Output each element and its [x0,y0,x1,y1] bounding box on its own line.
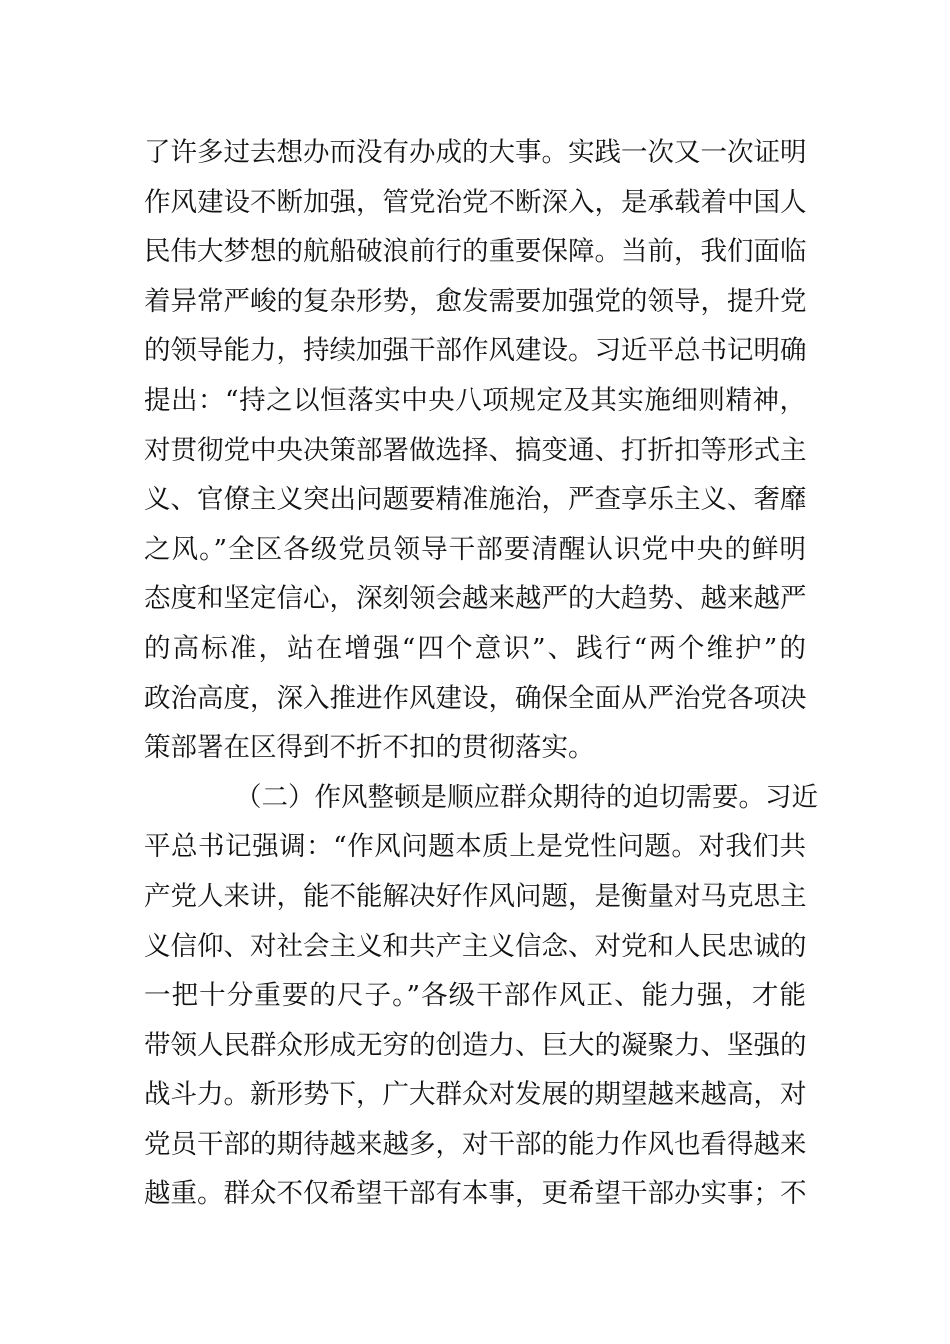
text-line: 着异常严峻的复杂形势，愈发需要加强党的领导，提升党 [144,285,807,317]
text-line: 义、官僚主义突出问题要精准施治，严查享乐主义、奢靡 [144,484,807,516]
text-line: 策部署在区得到不折不扣的贯彻落实。 [144,732,595,764]
text-line: 党员干部的期待越来越多，对干部的能力作风也看得越来 [144,1128,807,1160]
text-line: 义信仰、对社会主义和共产主义信念、对党和人民忠诚的 [144,930,807,962]
text-line: 作风建设不断加强，管党治党不断深入，是承载着中国人 [144,186,807,218]
text-line: 一把十分重要的尺子。”各级干部作风正、能力强，才能 [144,980,806,1012]
text-line: 民伟大梦想的航船破浪前行的重要保障。当前，我们面临 [144,236,807,268]
text-line: 对贯彻党中央决策部署做选择、搞变通、打折扣等形式主 [144,434,807,466]
body-text [144,128,818,1219]
text-line: 战斗力。新形势下，广大群众对发展的期望越来越高，对 [144,1079,807,1111]
text-line: 提出：“持之以恒落实中央八项规定及其实施细则精神， [144,384,806,416]
text-line: 越重。群众不仅希望干部有本事，更希望干部办实事；不 [144,1178,807,1210]
text-line: 的领导能力，持续加强干部作风建设。习近平总书记明确 [144,335,807,367]
text-line: 的高标准，站在增强“四个意识”、践行“两个维护”的 [144,632,806,664]
text-line: 平总书记强调：“作风问题本质上是党性问题。对我们共 [144,831,806,863]
text-line: 了许多过去想办而没有办成的大事。实践一次又一次证明 [144,137,807,168]
text-line: 政治高度，深入推进作风建设，确保全面从严治党各项决 [144,682,807,714]
section-heading-line: （二）作风整顿是顺应群众期待的迫切需要。习近 [235,781,818,813]
text-line: 态度和坚定信心，深刻领会越来越严的大趋势、越来越严 [144,583,807,615]
text-line: 之风。”全区各级党员领导干部要清醒认识党中央的鲜明 [144,533,806,565]
text-line: 带领人民群众形成无穷的创造力、巨大的凝聚力、坚强的 [144,1029,807,1061]
text-line: 产党人来讲，能不能解决好作风问题，是衡量对马克思主 [144,880,807,912]
